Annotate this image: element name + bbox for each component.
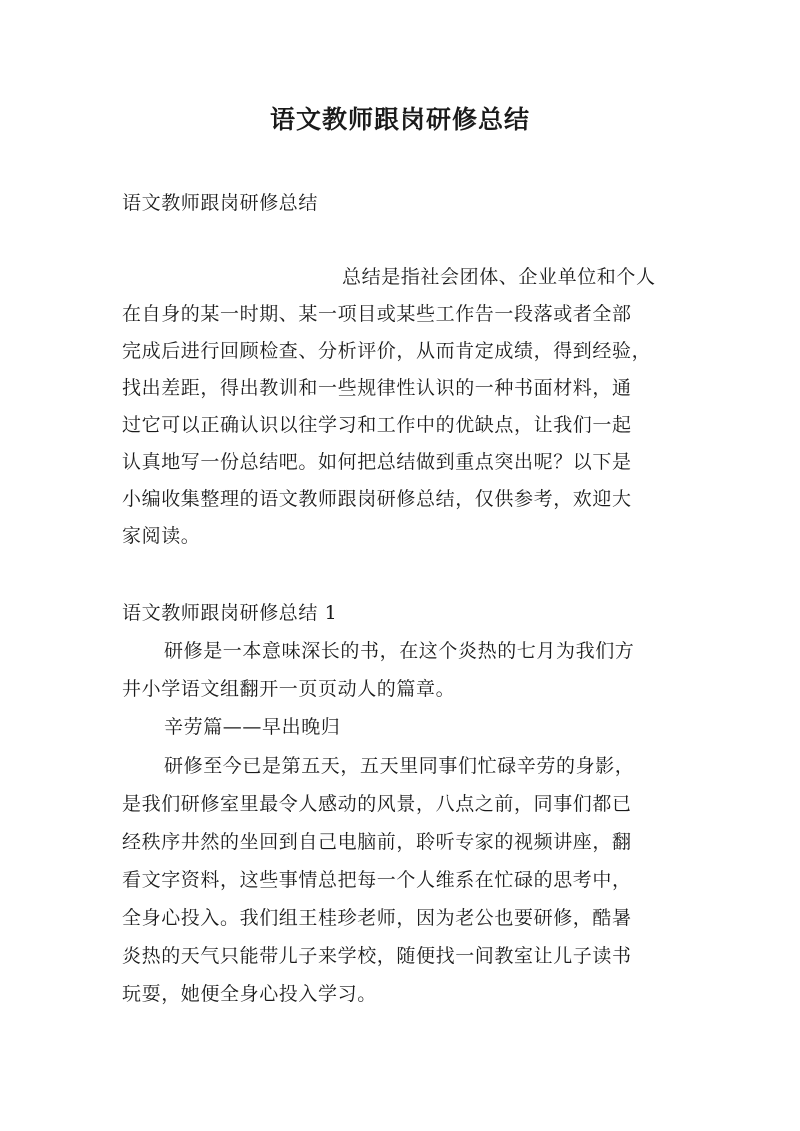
intro-line: 过它可以正确认识以往学习和工作中的优缺点，让我们一起	[122, 414, 632, 436]
section-subheading: 辛劳篇——早出晚归	[164, 716, 341, 738]
intro-line: 小编收集整理的语文教师跟岗研修总结，仅供参考，欢迎大	[122, 488, 632, 510]
document-subtitle: 语文教师跟岗研修总结	[122, 192, 319, 214]
paragraph-line: 经秩序井然的坐回到自己电脑前，聆听专家的视频讲座，翻	[122, 831, 632, 853]
intro-line: 找出差距，得出教训和一些规律性认识的一种书面材料，通	[122, 377, 632, 399]
paragraph-line: 炎热的天气只能带儿子来学校，随便找一间教室让儿子读书	[122, 945, 632, 967]
intro-line: 在自身的某一时期、某一项目或某些工作告一段落或者全部	[122, 303, 632, 325]
intro-line: 认真地写一份总结吧。如何把总结做到重点突出呢？以下是	[122, 451, 632, 473]
intro-line: 完成后进行回顾检查、分析评价，从而肯定成绩，得到经验，	[122, 340, 652, 362]
section-heading: 语文教师跟岗研修总结 1	[122, 602, 338, 624]
paragraph-line: 研修是一本意味深长的书，在这个炎热的七月为我们方	[164, 640, 635, 662]
document-title: 语文教师跟岗研修总结	[269, 105, 530, 134]
paragraph-line: 研修至今已是第五天，五天里同事们忙碌辛劳的身影，	[164, 755, 635, 777]
intro-line: 家阅读。	[122, 525, 201, 547]
paragraph-line: 是我们研修室里最令人感动的风景，八点之前，同事们都已	[122, 793, 632, 815]
paragraph-line: 井小学语文组翻开一页页动人的篇章。	[122, 678, 456, 700]
paragraph-line: 全身心投入。我们组王桂珍老师，因为老公也要研修，酷暑	[122, 907, 632, 929]
paragraph-line: 玩耍，她便全身心投入学习。	[122, 983, 377, 1005]
intro-line: 总结是指社会团体、企业单位和个人	[342, 266, 656, 288]
paragraph-line: 看文字资料，这些事情总把每一个人维系在忙碌的思考中，	[122, 869, 632, 891]
